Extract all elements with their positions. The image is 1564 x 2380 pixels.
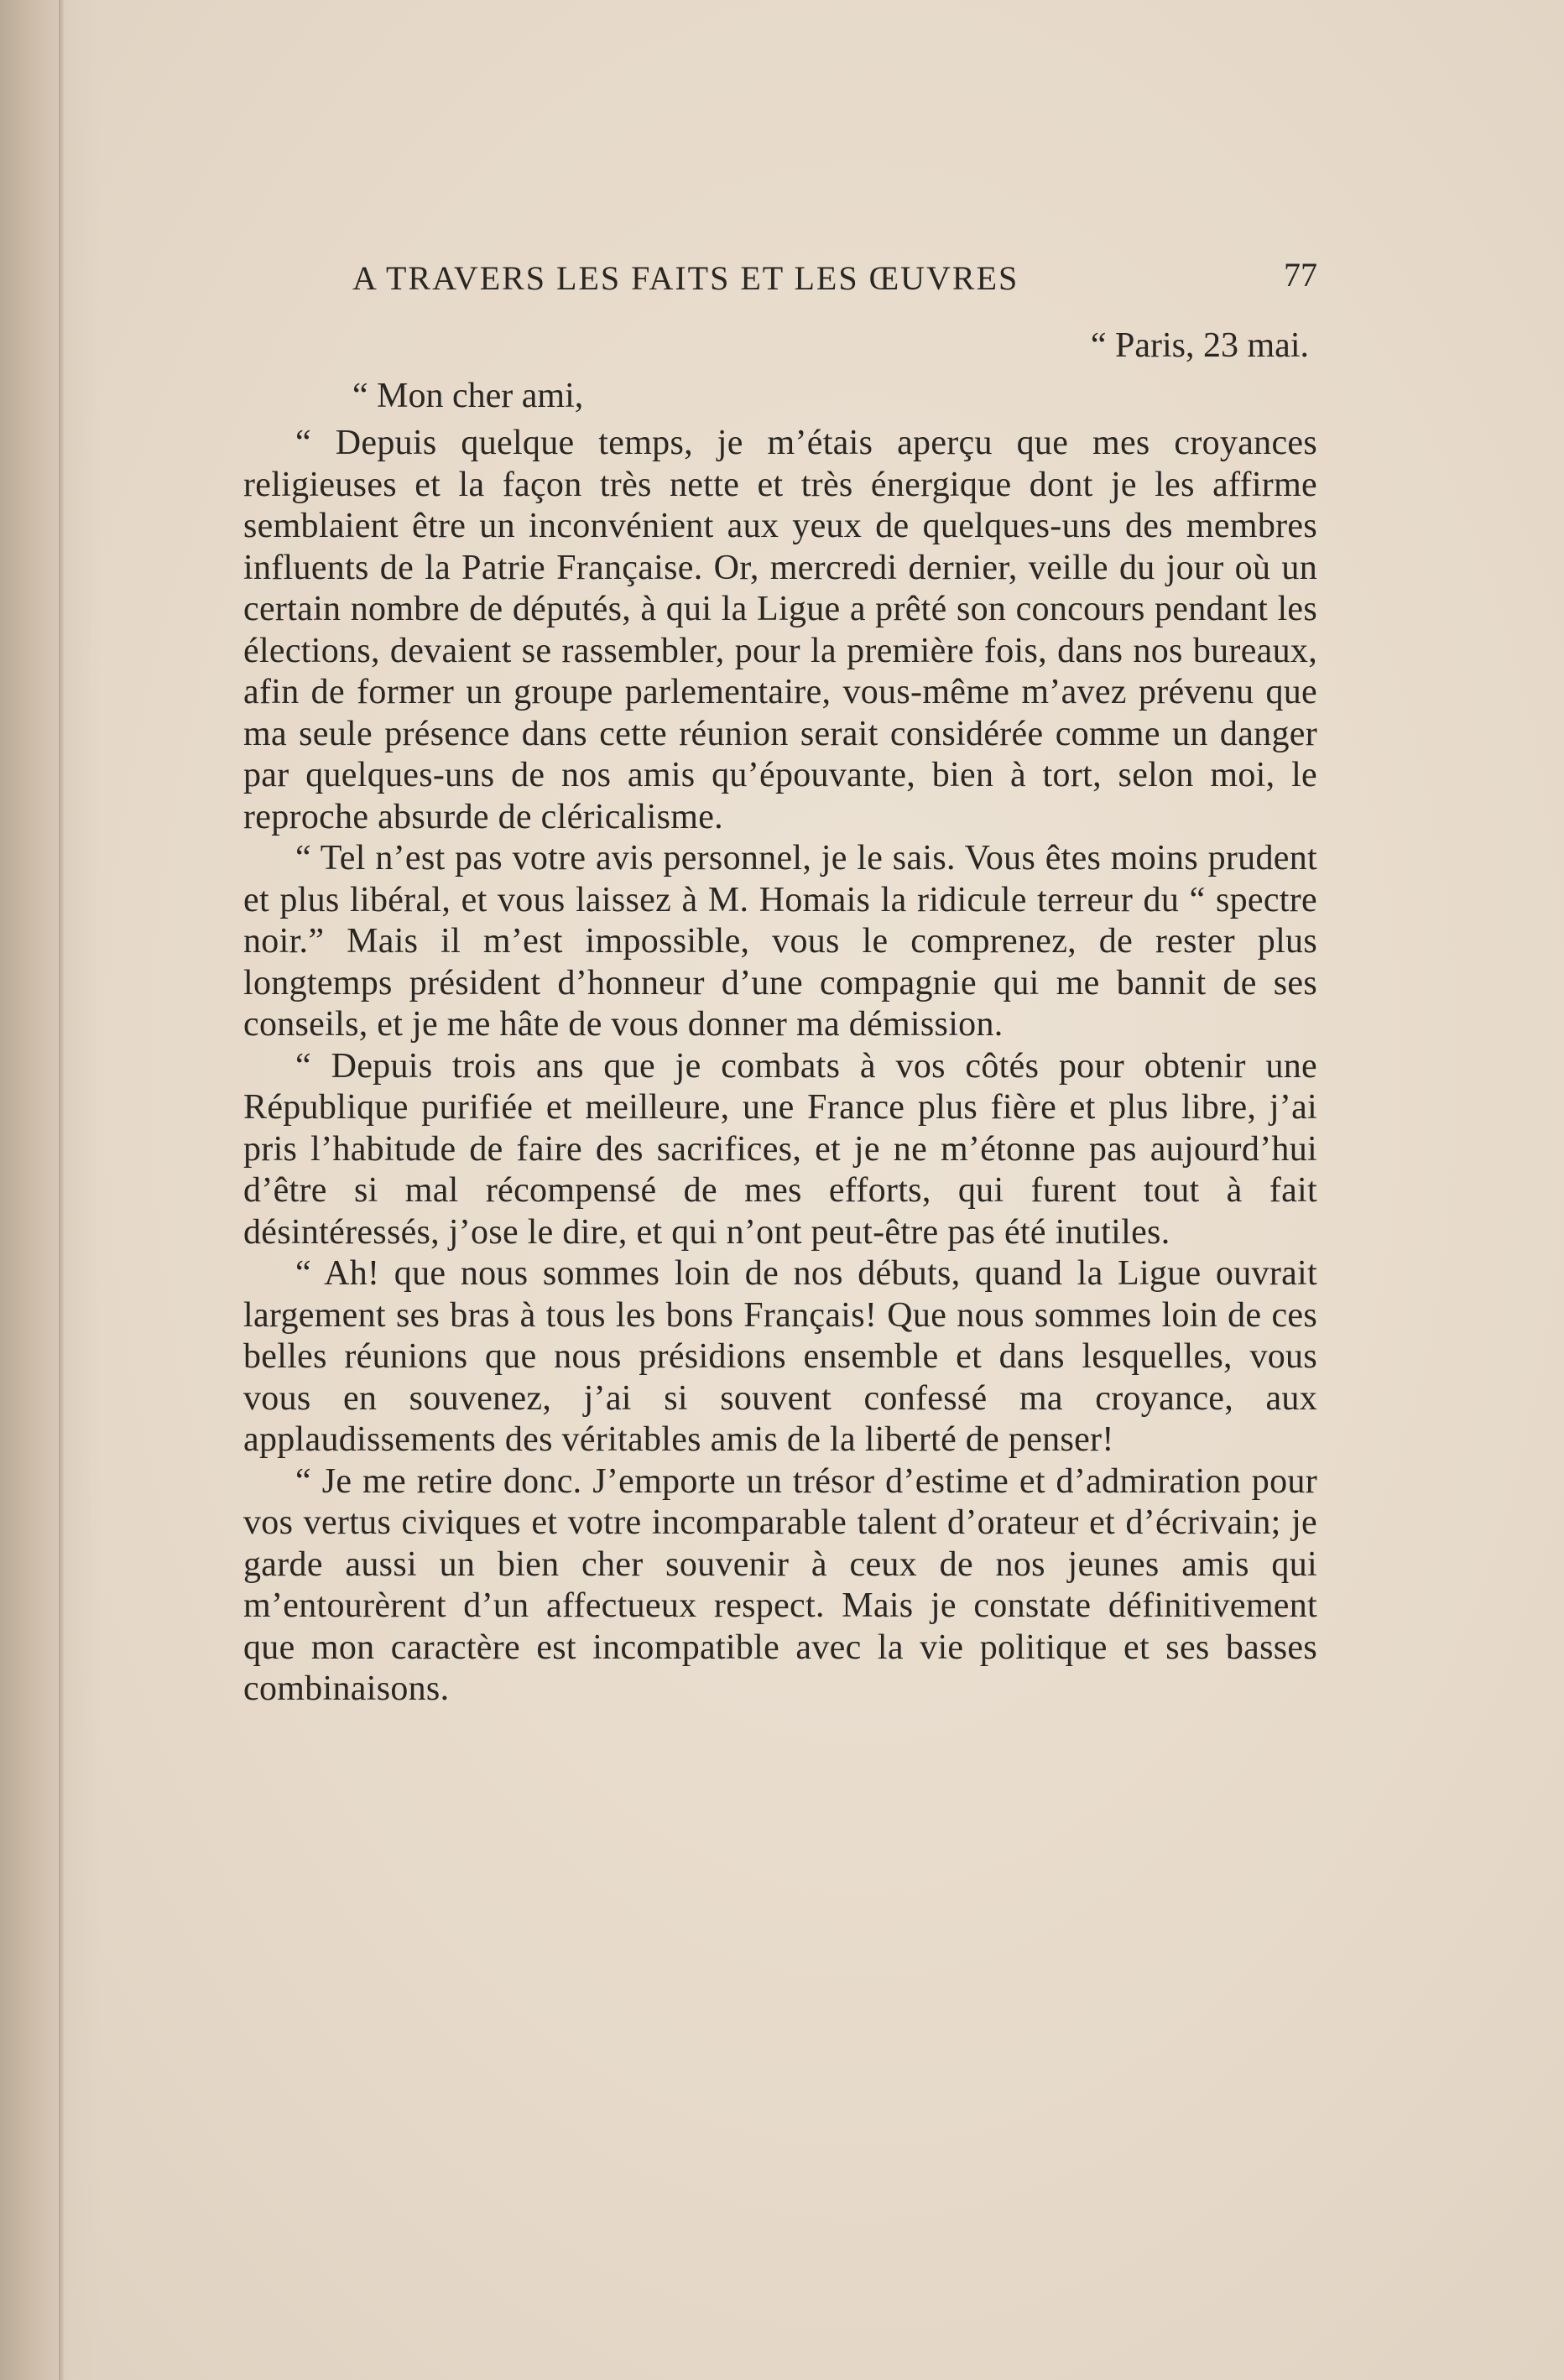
letter-salutation: “ Mon cher ami, (352, 377, 584, 415)
running-title: A TRAVERS LES FAITS ET LES ŒUVRES (352, 259, 1019, 297)
page-number: 77 (1284, 256, 1317, 294)
paragraph: “ Tel n’est pas votre avis personnel, je le sais. Vous êtes moins prudent et plus libéral, et vous laissez à M. Homais la ridicule terreur du “ spectre noir.” Mais il m’est impossible, vous le comprenez, de rester plus longtemps président d’honneur d’une compagnie qui me bannit de ses conseils, et je me hâte de vous donner ma démission. (243, 839, 1317, 1044)
page-gutter-shadow (0, 0, 101, 2380)
text-block (243, 252, 1317, 1711)
paragraph: “ Ah! que nous sommes loin de nos débuts, quand la Ligue ouvrait largement ses bras à tous les bons Français! Que nous sommes loin de ces belles réunions que nous présidions ensemble et dans lesquelles, vous vous en souvenez, j’ai si souvent confessé ma croyance, aux applaudissements des véritables amis de la liberté de penser! (243, 1254, 1317, 1459)
paragraph: “ Depuis trois ans que je combats à vos côtés pour obtenir une République purifiée et meilleure, une France plus fière et plus libre, j’ai pris l’habitude de faire des sacrifices, et je ne m’étonne pas aujourd’hui d’être si mal récompensé de mes efforts, qui furent tout à fait désintéressés, j’ose le dire, et qui n’ont peut-être pas été inutiles. (243, 1046, 1317, 1252)
letter-body (243, 423, 1317, 1711)
binding-crease (59, 0, 64, 2380)
paragraph: “ Je me retire donc. J’emporte un trésor d’estime et d’admiration pour vos vertus civiques et votre incomparable talent d’orateur et d’écrivain; je garde aussi un bien cher souvenir à ceux de nos jeunes amis qui m’entourèrent d’un affectueux respect. Mais je constate définitivement que mon caractère est incompatible avec la vie politique et ses basses combinaisons. (243, 1461, 1317, 1708)
letter-dateline: “ Paris, 23 mai. (1090, 326, 1309, 365)
page-header (243, 252, 1317, 310)
paragraph: “ Depuis quelque temps, je m’étais aperçu que mes croyances religieuses et la façon très nette et très énergique dont je les affirme semblaient être un inconvénient aux yeux de quelques-uns des membres influents de la Patrie Française. Or, mercredi dernier, veille du jour où un certain nombre de députés, à qui la Ligue a prêté son concours pendant les élections, devaient se rassembler, pour la première fois, dans nos bureaux, afin de former un groupe parlementaire, vous-même m’avez prévenu que ma seule présence dans cette réunion serait considérée comme un danger par quelques-uns de nos amis qu’épouvante, bien à tort, selon moi, le reproche absurde de cléricalisme. (243, 424, 1317, 836)
